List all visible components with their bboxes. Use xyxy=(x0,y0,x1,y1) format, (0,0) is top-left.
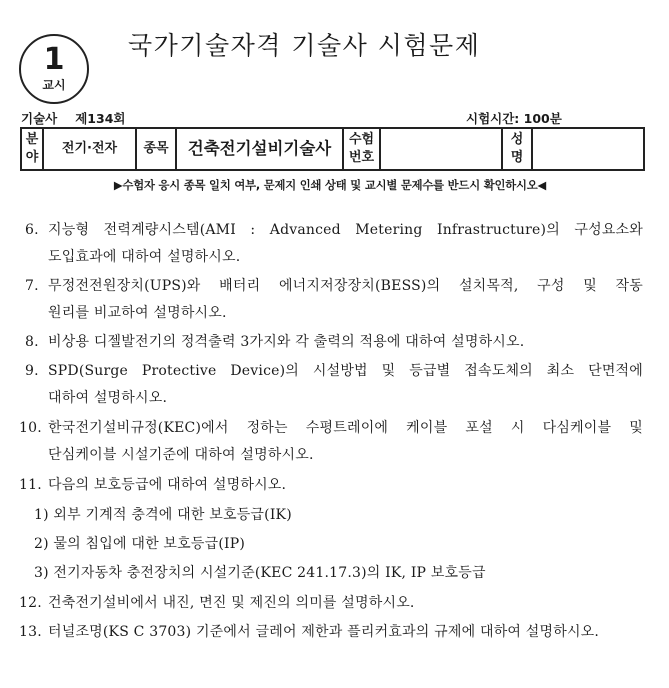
sub-item: 2) 물의 침입에 대한 보호등급(IP) xyxy=(34,536,246,552)
question-text-line: 도입효과에 대하여 설명하시오. xyxy=(48,249,241,265)
question-number: 12. xyxy=(19,595,42,611)
question-number: 11. xyxy=(19,477,42,493)
exam-number-field[interactable] xyxy=(380,128,502,170)
name-label-bottom: 명 xyxy=(510,150,524,165)
question-text-line: 단심케이블 시설기준에 대하여 설명하시오. xyxy=(48,447,314,463)
question-text-line: 무정전전원장치(UPS)와 배터리 에너지저장장치(BESS)의 설치목적, 구성 및 작동 xyxy=(48,278,643,294)
question-text-line: 비상용 디젤발전기의 정격출력 3가지와 각 출력의 적용에 대하여 설명하시오. xyxy=(48,334,525,350)
exam-round: 제134회 xyxy=(75,111,126,126)
exam-time: 시험시간: 100분 xyxy=(466,111,562,126)
session-label: 교시 xyxy=(42,78,66,92)
question-number: 9. xyxy=(25,363,39,379)
exam-title: 국가기술자격 기술사 시험문제 xyxy=(128,31,481,60)
question-number: 6. xyxy=(25,222,39,238)
name-label-top: 성 xyxy=(510,132,524,147)
question-text-line: 한국전기설비규정(KEC)에서 정하는 수평트레이에 케이블 포설 시 다심케이블 및 xyxy=(48,420,643,436)
name-label xyxy=(502,128,532,170)
category-label-bottom: 야 xyxy=(25,150,39,165)
question-number: 7. xyxy=(25,278,39,294)
sub-item: 3) 전기자동차 충전장치의 시설기준(KEC 241.17.3)의 IK, IP 보호등급 xyxy=(34,565,486,581)
category-label-top: 분 xyxy=(25,132,39,147)
candidate-info-table xyxy=(20,127,645,171)
question-text-line: 다음의 보호등급에 대하여 설명하시오. xyxy=(48,477,287,493)
exam-type: 기술사 xyxy=(21,111,58,126)
question-text-line: SPD(Surge Protective Device)의 시설방법 및 등급별 접속도체의 최소 단면적에 xyxy=(48,363,643,379)
name-field[interactable] xyxy=(532,128,644,170)
category-value: 전기·전자 xyxy=(43,128,136,170)
category-label xyxy=(21,128,43,170)
exam-number-label-top: 수험 xyxy=(348,132,375,147)
sub-item: 1) 외부 기계적 충격에 대한 보호등급(IK) xyxy=(34,507,292,523)
question-text-line: 터널조명(KS C 3703) 기준에서 글레어 제한과 플리커효과의 규제에 대하여 설명하시오. xyxy=(48,624,600,640)
exam-number-label-bottom: 번호 xyxy=(348,150,375,165)
exam-round-info xyxy=(21,109,125,127)
question-text-line: 대하여 설명하시오. xyxy=(48,390,168,406)
subject-value: 건축전기설비기술사 xyxy=(176,128,343,170)
session-badge xyxy=(19,34,89,104)
question-text-line: 건축전기설비에서 내진, 면진 및 제진의 의미를 설명하시오. xyxy=(48,595,415,611)
exam-notice: ▶수험자 응시 종목 일치 여부, 문제지 인쇄 상태 및 교시별 문제수를 반드시 확인하시오◀ xyxy=(113,178,547,192)
question-number: 8. xyxy=(25,334,39,350)
question-number: 10. xyxy=(19,420,42,436)
question-number: 13. xyxy=(19,624,42,640)
exam-number-label xyxy=(343,128,380,170)
session-number: 1 xyxy=(43,42,65,77)
question-text-line: 원리를 비교하여 설명하시오. xyxy=(48,305,227,321)
subject-label: 종목 xyxy=(136,128,176,170)
question-text-line: 지능형 전력계량시스템(AMI : Advanced Metering Infrastructure)의 구성요소와 xyxy=(48,222,643,238)
